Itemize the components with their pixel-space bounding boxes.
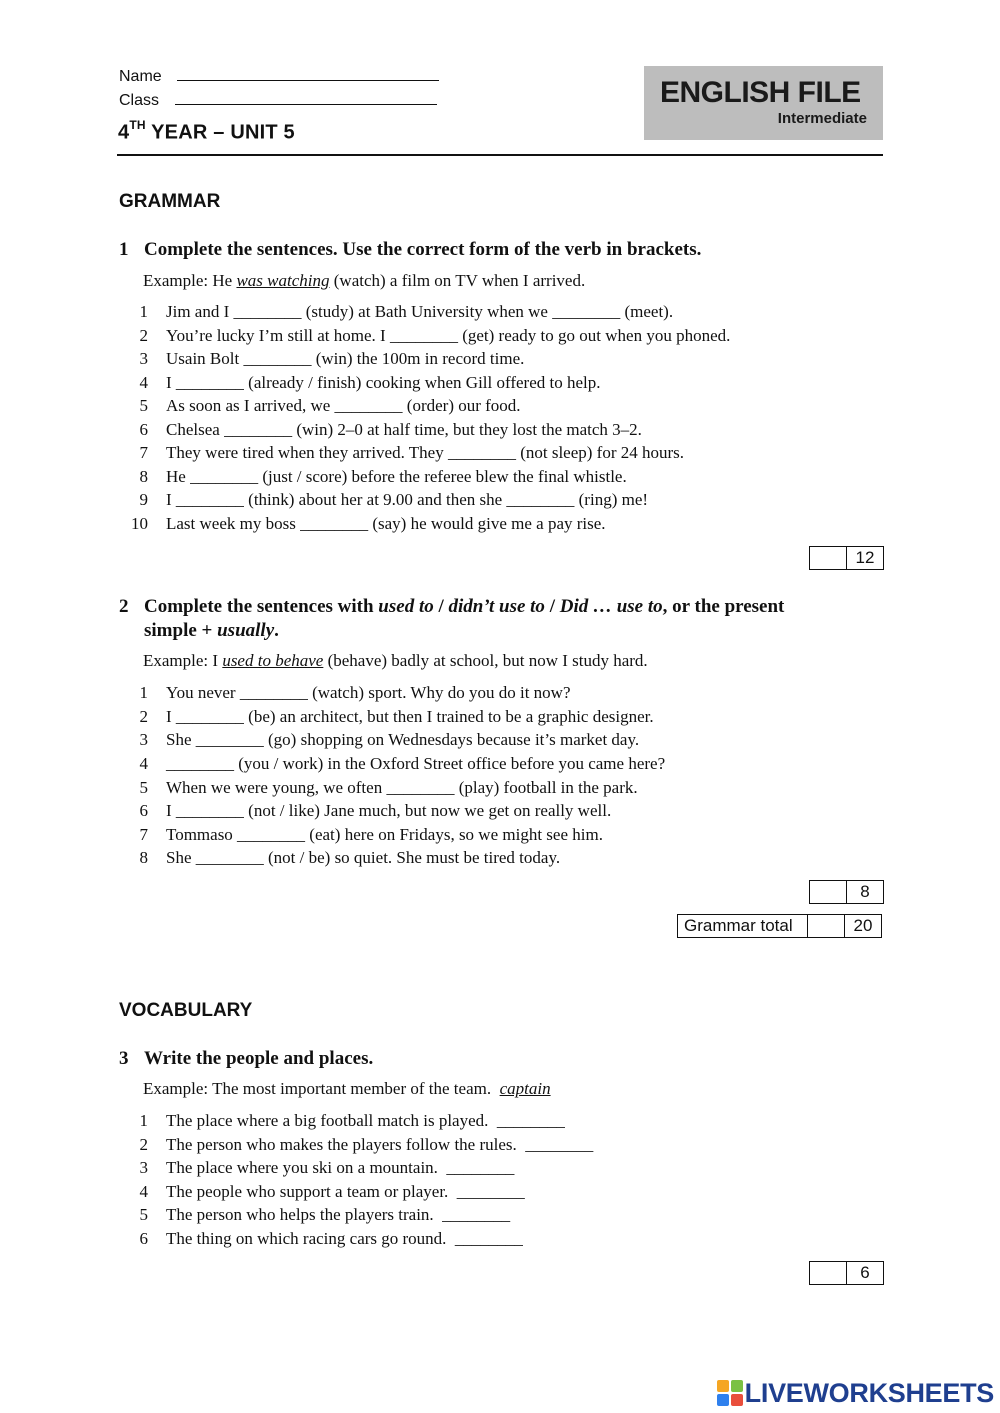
q1-item-number: 7 bbox=[139, 443, 148, 462]
unit-number: 4 bbox=[118, 121, 130, 144]
q1-item-number: 8 bbox=[139, 467, 148, 486]
q3-list bbox=[119, 1111, 859, 1255]
q2-item-text[interactable]: I ________ (be) an architect, but then I trained to be a graphic designer. bbox=[166, 707, 654, 726]
q3-item-text[interactable]: The person who makes the players follow the rules. ________ bbox=[166, 1135, 594, 1154]
grammar-title: GRAMMAR bbox=[119, 191, 221, 212]
logo-square-icon bbox=[731, 1380, 743, 1392]
q1-instruction: Complete the sentences. Use the correct form of the verb in brackets. bbox=[144, 239, 702, 260]
q3-number: 3 bbox=[119, 1048, 129, 1069]
q2-number: 2 bbox=[119, 596, 129, 617]
q1-item-number: 4 bbox=[139, 373, 148, 392]
q3-example-prefix: Example: The most important member of the team. bbox=[143, 1079, 500, 1098]
q1-number: 1 bbox=[119, 239, 129, 260]
q2-item-number: 5 bbox=[139, 778, 148, 797]
q1-score-input[interactable] bbox=[810, 547, 847, 569]
q1-heading bbox=[119, 238, 879, 262]
grammar-total-max: 20 bbox=[853, 916, 873, 935]
q2-instr-italic: didn’t use to bbox=[448, 596, 545, 617]
q2-example-answer: used to behave bbox=[222, 651, 324, 670]
q1-item-number: 10 bbox=[131, 514, 148, 533]
q3-item-text[interactable]: The place where a big football match is played. ________ bbox=[166, 1111, 565, 1130]
q2-instr-italic: usually bbox=[217, 620, 275, 641]
q2-item-text[interactable]: Tommaso ________ (eat) here on Fridays, so we might see him. bbox=[166, 825, 603, 844]
q1-list bbox=[119, 302, 859, 542]
english-file-logo bbox=[644, 66, 883, 140]
q2-instr-part: Complete the sentences with bbox=[144, 596, 379, 617]
class-label: Class bbox=[119, 92, 160, 109]
q1-item-text[interactable]: As soon as I arrived, we ________ (order) our food. bbox=[166, 396, 521, 415]
q2-item-number: 3 bbox=[139, 730, 148, 749]
header-rule bbox=[117, 154, 883, 156]
q2-instr-italic: Did … use to bbox=[559, 596, 663, 617]
q2-item-text[interactable]: She ________ (not / be) so quiet. She must be tired today. bbox=[166, 848, 561, 867]
vocabulary-title: VOCABULARY bbox=[119, 1000, 253, 1021]
q2-item-number: 1 bbox=[139, 683, 148, 702]
q3-item-text[interactable]: The thing on which racing cars go round. ________ bbox=[166, 1229, 523, 1248]
q2-instr-sep: / bbox=[544, 596, 560, 617]
q3-item-number: 2 bbox=[139, 1135, 148, 1154]
name-label: Name bbox=[119, 68, 162, 85]
q3-example-answer: captain bbox=[499, 1079, 551, 1098]
q3-example bbox=[143, 1079, 551, 1099]
q1-item-text[interactable]: Jim and I ________ (study) at Bath University when we ________ (meet). bbox=[166, 302, 674, 321]
q1-item-number: 2 bbox=[139, 326, 148, 345]
q3-heading bbox=[119, 1047, 879, 1071]
q2-item-number: 6 bbox=[139, 801, 148, 820]
q1-item-number: 3 bbox=[139, 349, 148, 368]
watermark-text: LIVEWORKSHEETS bbox=[744, 1377, 994, 1408]
q2-item-number: 4 bbox=[139, 754, 148, 773]
q1-score-box bbox=[809, 546, 884, 570]
logo-square-icon bbox=[731, 1394, 743, 1406]
grammar-total-input[interactable] bbox=[808, 915, 845, 937]
q1-item-text[interactable]: I ________ (think) about her at 9.00 and then she ________ (ring) me! bbox=[166, 490, 649, 509]
class-line[interactable] bbox=[175, 88, 437, 105]
q1-item-number: 1 bbox=[139, 302, 148, 321]
q3-instruction: Write the people and places. bbox=[144, 1048, 374, 1069]
liveworksheets-logo-icon bbox=[717, 1380, 743, 1406]
class-field bbox=[119, 88, 437, 110]
liveworksheets-watermark bbox=[717, 1378, 994, 1408]
q2-item-text[interactable]: I ________ (not / like) Jane much, but now we get on really well. bbox=[166, 801, 612, 820]
q2-instr-italic: used to bbox=[378, 596, 434, 617]
q2-item-text[interactable]: You never ________ (watch) sport. Why do you do it now? bbox=[166, 683, 571, 702]
q2-instr-end: . bbox=[274, 620, 279, 641]
q1-example-answer: was watching bbox=[236, 271, 330, 290]
q2-item-number: 7 bbox=[139, 825, 148, 844]
q2-heading bbox=[119, 595, 879, 643]
logo-square-icon bbox=[717, 1394, 729, 1406]
q2-instr-part: , or the present simple + bbox=[144, 596, 785, 641]
unit-sup: TH bbox=[129, 118, 146, 132]
grammar-total-label: Grammar total bbox=[678, 915, 808, 937]
q2-example bbox=[143, 651, 648, 671]
q3-item-number: 6 bbox=[139, 1229, 148, 1248]
unit-rest: YEAR – UNIT 5 bbox=[145, 121, 295, 144]
q3-score-box bbox=[809, 1261, 884, 1285]
q1-item-number: 9 bbox=[139, 490, 148, 509]
q2-item-text[interactable]: ________ (you / work) in the Oxford Street office before you came here? bbox=[166, 754, 666, 773]
q2-example-prefix: Example: I bbox=[143, 651, 223, 670]
q2-score-input[interactable] bbox=[810, 881, 847, 903]
q1-item-text[interactable]: Last week my boss ________ (say) he would give me a pay rise. bbox=[166, 514, 606, 533]
q1-example bbox=[143, 271, 585, 291]
q1-example-prefix: Example: He bbox=[143, 271, 237, 290]
q2-item-text[interactable]: When we were young, we often ________ (play) football in the park. bbox=[166, 778, 638, 797]
q1-item-text[interactable]: You’re lucky I’m still at home. I ________ (get) ready to go out when you phoned. bbox=[166, 326, 731, 345]
q2-list bbox=[119, 683, 859, 875]
q3-score-max: 6 bbox=[860, 1263, 870, 1282]
q1-item-text[interactable]: They were tired when they arrived. They ________ (not sleep) for 24 hours. bbox=[166, 443, 685, 462]
q1-item-number: 5 bbox=[139, 396, 148, 415]
q2-score-box bbox=[809, 880, 884, 904]
q3-item-number: 3 bbox=[139, 1158, 148, 1177]
name-line[interactable] bbox=[177, 64, 439, 81]
q3-item-text[interactable]: The people who support a team or player. ________ bbox=[166, 1182, 525, 1201]
q1-item-text[interactable]: Usain Bolt ________ (win) the 100m in record time. bbox=[166, 349, 525, 368]
q2-instr-sep: / bbox=[433, 596, 449, 617]
q2-score-max: 8 bbox=[860, 882, 870, 901]
q2-item-number: 8 bbox=[139, 848, 148, 867]
logo-main: ENGLISH FILE bbox=[660, 76, 861, 109]
q1-item-number: 6 bbox=[139, 420, 148, 439]
q3-item-text[interactable]: The person who helps the players train. ________ bbox=[166, 1205, 511, 1224]
q3-score-input[interactable] bbox=[810, 1262, 847, 1284]
q1-example-suffix: (watch) a film on TV when I arrived. bbox=[329, 271, 586, 290]
q2-item-number: 2 bbox=[139, 707, 148, 726]
q2-example-suffix: (behave) badly at school, but now I study hard. bbox=[323, 651, 648, 670]
q1-item-text[interactable]: I ________ (already / finish) cooking when Gill offered to help. bbox=[166, 373, 601, 392]
q2-item-text[interactable]: She ________ (go) shopping on Wednesdays because it’s market day. bbox=[166, 730, 640, 749]
q1-item-text[interactable]: Chelsea ________ (win) 2–0 at half time, but they lost the match 3–2. bbox=[166, 420, 642, 439]
q3-item-number: 4 bbox=[139, 1182, 148, 1201]
q3-item-number: 1 bbox=[139, 1111, 148, 1130]
name-field bbox=[119, 64, 439, 86]
q2-instruction bbox=[144, 595, 834, 643]
unit-title bbox=[118, 120, 295, 145]
q3-item-number: 5 bbox=[139, 1205, 148, 1224]
q1-item-text[interactable]: He ________ (just / score) before the referee blew the final whistle. bbox=[166, 467, 627, 486]
logo-square-icon bbox=[717, 1380, 729, 1392]
grammar-total-box bbox=[677, 914, 882, 938]
q1-score-max: 12 bbox=[855, 548, 875, 567]
logo-sub: Intermediate bbox=[777, 110, 867, 127]
q3-item-text[interactable]: The place where you ski on a mountain. ________ bbox=[166, 1158, 515, 1177]
